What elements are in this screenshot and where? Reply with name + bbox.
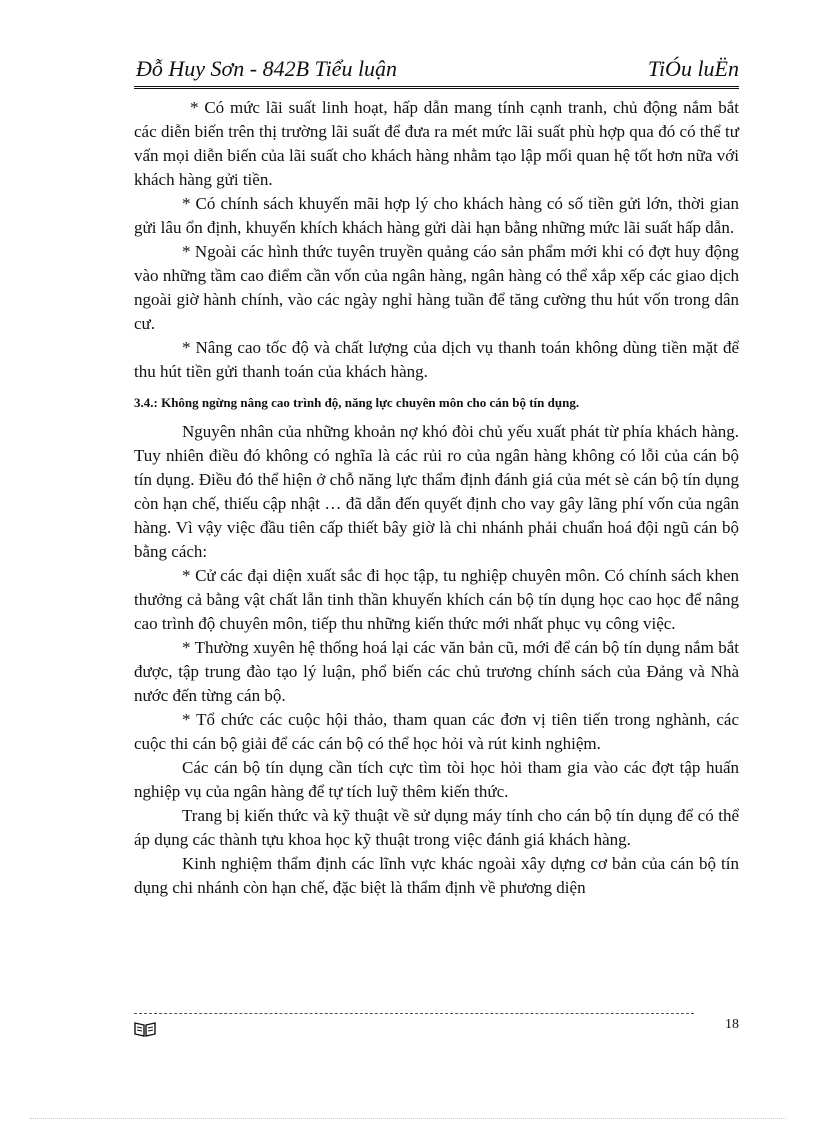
paragraph-advertising: * Ngoài các hình thức tuyên truyền quảng cáo sản phẩm mới khi có đợt huy động vào những tầm cao điểm cần vốn của ngân hàng, ngân hàng có thể xắp xếp các giao dịch ngoài giờ hành chính, vào các ngày nghỉ hàng tuần để tăng cường thu hút vốn trong dân cư. [134, 242, 739, 333]
header-author-title: Đỗ Huy Sơn - 842B Tiểu luận [136, 56, 398, 81]
section-heading-3-4: 3.4.: Không ngừng nâng cao trình độ, năng lực chuyên môn cho cán bộ tín dụng. [134, 395, 580, 410]
paragraph-workshops: * Tổ chức các cuộc hội thảo, tham quan các đơn vị tiên tiến trong nghành, các cuộc thi cán bộ giải để các cán bộ có thể học hỏi và rút kinh nghiệm. [134, 710, 739, 753]
paragraph-promotion-policy: * Có chính sách khuyến mãi hợp lý cho khách hàng có số tiền gửi lớn, thời gian gửi lâu ổn định, khuyến khích khách hàng gửi dài hạn bằng những mức lãi suất hấp dẫn. [134, 194, 739, 237]
paragraph-appraisal-experience: Kinh nghiệm thẩm định các lĩnh vực khác ngoài xây dựng cơ bản của cán bộ tín dụng chi nhánh còn hạn chế, đặc biệt là thẩm định về phương diện [134, 854, 739, 897]
footer-rule [134, 1013, 694, 1014]
paragraph-bad-debt-causes: Nguyên nhân của những khoản nợ khó đòi chủ yếu xuất phát từ phía khách hàng. Tuy nhiên điều đó không có nghĩa là các rủi ro của ngân hàng không có lỗi của cán bộ tín dụng. Điều đó thể hiện ở chỗ năng lực thẩm định đánh giá của mét sè cán bộ tín dụng còn hạn chế, thiếu cập nhật … đã dẫn đến quyết định cho vay gây lãng phí vốn của ngân hàng. Vì vậy việc đầu tiên cấp thiết bây giờ là chi nhánh phải chuẩn hoá đội ngũ cán bộ bằng cách: [134, 422, 739, 561]
paragraph-payment-services: * Nâng cao tốc độ và chất lượng của dịch vụ thanh toán không dùng tiền mặt để thu hút tiền gửi thanh toán của khách hàng. [134, 338, 739, 381]
page-number: 18 [725, 1017, 739, 1032]
paragraph-training: * Cử các đại diện xuất sắc đi học tập, tu nghiệp chuyên môn. Có chính sách khen thưởng cả bằng vật chất lẫn tinh thần khuyến khích cán bộ tín dụng học cao học để nâng cao trình độ chuyên môn, tiếp thu những kiến thức mới nhất phục vụ công việc. [134, 566, 739, 633]
page-body [134, 96, 739, 900]
paragraph-interest-rate: * Có mức lãi suất linh hoạt, hấp dẫn mang tính cạnh tranh, chủ động nắm bắt các diễn biến trên thị trường lãi suất để đưa ra mét mức lãi suất phù hợp qua đó có thể tư vấn mọi diễn biến của lãi suất cho khách hàng nhằm tạo lập mối quan hệ tốt hơn nữa với khách hàng gửi tiền. [134, 98, 739, 189]
paragraph-self-study: Các cán bộ tín dụng cần tích cực tìm tòi học hỏi tham gia vào các đợt tập huấn nghiệp vụ của ngân hàng để tự tích luỹ thêm kiến thức. [134, 758, 739, 801]
paragraph-computer-skills: Trang bị kiến thức và kỹ thuật về sử dụng máy tính cho cán bộ tín dụng để có thể áp dụng các thành tựu khoa học kỹ thuật trong việc đánh giá khách hàng. [134, 806, 739, 849]
page-header [134, 56, 739, 86]
page-footer [134, 1013, 739, 1037]
page-bottom-divider [30, 1118, 786, 1119]
paragraph-document-systemization: * Thường xuyên hệ thống hoá lại các văn bản cũ, mới để cán bộ tín dụng nắm bắt được, tập trung đào tạo lý luận, phổ biến các chủ trương chính sách của Đảng và Nhà nước đến từng cán bộ. [134, 638, 739, 705]
header-doc-type: TiÓu luËn [647, 56, 739, 81]
book-icon [134, 1021, 156, 1037]
header-rule [134, 86, 739, 89]
